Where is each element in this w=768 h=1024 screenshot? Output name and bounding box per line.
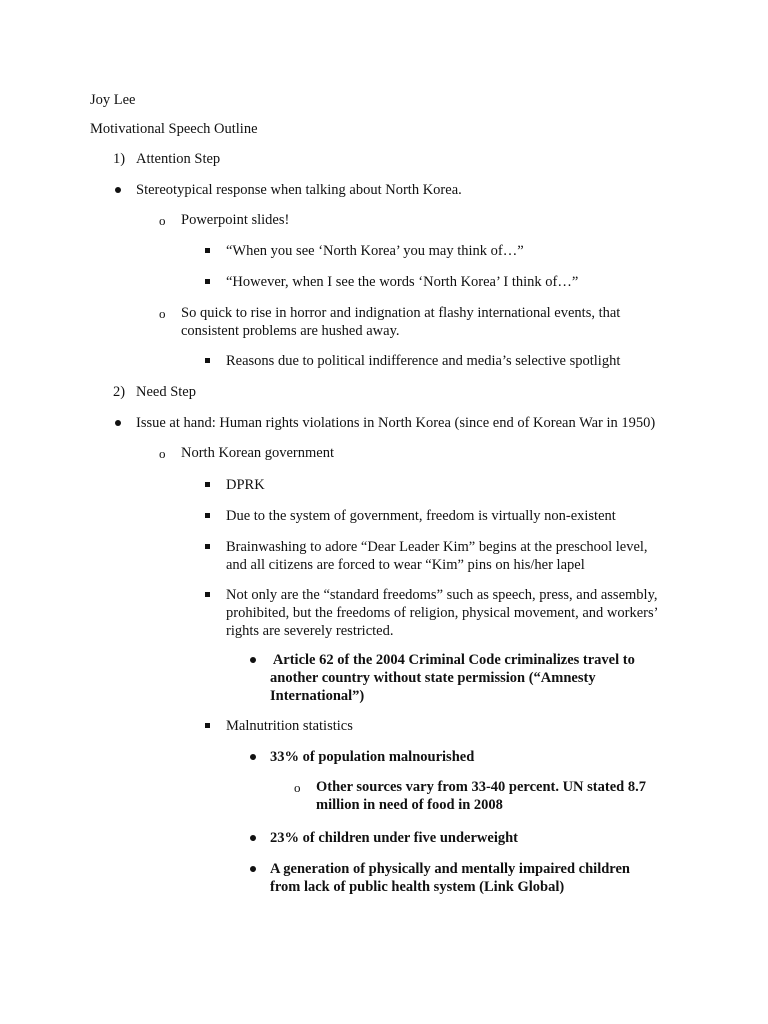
list-item: “However, when I see the words ‘North Korea’ I think of…” bbox=[226, 274, 579, 290]
list-item: Powerpoint slides! bbox=[181, 212, 290, 228]
list-item-continued: another country without state permission (“Amnesty bbox=[270, 670, 596, 686]
list-item: So quick to rise in horror and indignation at flashy international events, that bbox=[181, 305, 621, 321]
list-item: 23% of children under five underweight bbox=[270, 830, 518, 846]
document-title: Motivational Speech Outline bbox=[90, 121, 258, 137]
list-item-continued: rights are severely restricted. bbox=[226, 623, 394, 639]
square-bullet-icon bbox=[205, 358, 210, 363]
list-item: Article 62 of the 2004 Criminal Code criminalizes travel to bbox=[270, 652, 635, 668]
hollow-bullet-icon: o bbox=[159, 446, 166, 461]
bullet-icon bbox=[115, 187, 121, 193]
square-bullet-icon bbox=[205, 482, 210, 487]
bullet-icon bbox=[115, 420, 121, 426]
author-name: Joy Lee bbox=[90, 92, 136, 108]
list-item: Brainwashing to adore “Dear Leader Kim” begins at the preschool level, bbox=[226, 539, 648, 555]
list-item: Reasons due to political indifference and media’s selective spotlight bbox=[226, 353, 621, 369]
list-item: 33% of population malnourished bbox=[270, 749, 475, 765]
list-item-continued: International”) bbox=[270, 688, 365, 704]
list-item: Issue at hand: Human rights violations in North Korea (since end of Korean War in 1950) bbox=[136, 415, 656, 431]
list-item-continued: million in need of food in 2008 bbox=[316, 797, 503, 813]
section-heading: Need Step bbox=[136, 384, 196, 400]
section-number: 2) bbox=[113, 384, 126, 400]
square-bullet-icon bbox=[205, 723, 210, 728]
list-item: Due to the system of government, freedom is virtually non-existent bbox=[226, 508, 616, 524]
square-bullet-icon bbox=[205, 279, 210, 284]
hollow-bullet-icon: o bbox=[159, 213, 166, 228]
list-item: Not only are the “standard freedoms” such as speech, press, and assembly, bbox=[226, 587, 658, 603]
section-heading: Attention Step bbox=[136, 151, 221, 167]
list-item: Malnutrition statistics bbox=[226, 718, 353, 734]
list-item: Stereotypical response when talking about North Korea. bbox=[136, 182, 462, 198]
list-item: North Korean government bbox=[181, 445, 335, 461]
list-item-continued: and all citizens are forced to wear “Kim” pins on his/her lapel bbox=[226, 557, 585, 573]
square-bullet-icon bbox=[205, 513, 210, 518]
list-item-continued: prohibited, but the freedoms of religion, physical movement, and workers’ bbox=[226, 605, 659, 621]
section-number: 1) bbox=[113, 151, 126, 167]
square-bullet-icon bbox=[205, 592, 210, 597]
list-item: “When you see ‘North Korea’ you may think of…” bbox=[226, 243, 524, 259]
bullet-icon bbox=[250, 754, 256, 760]
hollow-bullet-icon: o bbox=[159, 306, 166, 321]
bullet-icon bbox=[250, 657, 256, 663]
list-item: A generation of physically and mentally impaired children bbox=[270, 861, 630, 877]
list-item: Other sources vary from 33-40 percent. UN stated 8.7 bbox=[316, 779, 646, 795]
bullet-icon bbox=[250, 835, 256, 841]
list-item-continued: from lack of public health system (Link Global) bbox=[270, 879, 565, 895]
list-item: DPRK bbox=[226, 477, 265, 493]
list-item-continued: consistent problems are hushed away. bbox=[181, 323, 400, 339]
square-bullet-icon bbox=[205, 248, 210, 253]
bullet-icon bbox=[250, 866, 256, 872]
square-bullet-icon bbox=[205, 544, 210, 549]
hollow-bullet-icon: o bbox=[294, 780, 301, 795]
